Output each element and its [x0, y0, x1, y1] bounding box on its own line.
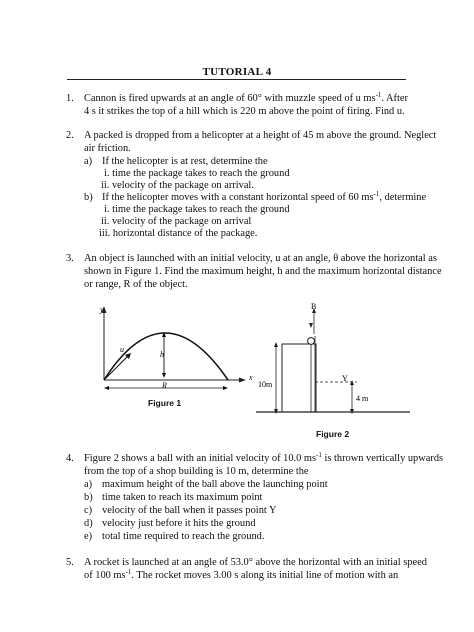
h-label: h [160, 350, 164, 359]
q4-line1 [84, 452, 443, 465]
figure-1-caption: Figure 1 [148, 398, 182, 408]
subpart-item: i. time the package takes to reach the ground [104, 204, 290, 215]
building-height-label: 10m [258, 380, 273, 389]
x-axis-label: x [249, 373, 253, 382]
q1-line2: 4 s it strikes the top of a hill which is 220 m above the point of firing. Find u. [84, 106, 405, 117]
height-arrow-bottom [162, 373, 166, 378]
range-arrow-right [223, 386, 228, 390]
unit-superscript: -1 [316, 451, 322, 459]
point-b-label: B [311, 302, 317, 311]
subpart-item: ii. velocity of the package on arrival. [101, 180, 254, 191]
ball-path-arrow-down [309, 323, 313, 328]
question-number: 1. [66, 93, 74, 104]
q2-line1: A packed is dropped from a helicopter at a height of 45 m above the ground. Neglect [84, 130, 437, 141]
q5-line1: A rocket is launched at an angle of 53.0° above the horizontal with an initial speed [84, 557, 427, 568]
subpart-item: iii. horizontal distance of the package. [99, 228, 258, 239]
figure-2-caption: Figure 2 [316, 429, 350, 439]
range-arrow-left [104, 386, 109, 390]
q5-line2 [84, 569, 398, 582]
question-number: 3. [66, 253, 74, 264]
subpart-label: c) [84, 505, 93, 516]
subpart-label: e) [84, 531, 93, 542]
subpart-label: d) [84, 518, 93, 529]
subpart-text: If the helicopter is at rest, determine the [102, 156, 268, 167]
figure-2-building-diagram [256, 298, 410, 418]
subpart-item: i. time the package takes to reach the ground [104, 168, 290, 179]
velocity-vector [106, 356, 128, 378]
q4-line2: from the top of a shop building is 10 m, determine the [84, 466, 309, 477]
r-label: R [162, 381, 167, 390]
title-rule [67, 79, 406, 80]
subpart-label: b) [84, 492, 93, 503]
subpart-text: velocity just before it hits the ground [102, 518, 256, 529]
point-y-label: Y [342, 374, 348, 383]
u-label: u [120, 345, 124, 354]
q4-line1-text: Figure 2 shows a ball with an initial velocity of 10.0 ms [84, 453, 317, 464]
unit-superscript: -1 [375, 91, 382, 99]
page-title: TUTORIAL 4 [202, 66, 272, 78]
figure-1-projectile-diagram [92, 300, 260, 396]
trajectory-curve [104, 333, 228, 380]
question-number: 2. [66, 130, 74, 141]
unit-superscript: -1 [125, 568, 132, 576]
subpart-text: total time required to reach the ground. [102, 531, 265, 542]
subpart-item: ii. velocity of the package on arrival [101, 216, 252, 227]
subpart-label: b) [84, 192, 93, 203]
subpart-label: a) [84, 479, 93, 490]
question-number: 5. [66, 557, 74, 568]
unit-superscript: -1 [373, 190, 380, 198]
q5-line2-a: of 100 ms [84, 570, 126, 581]
subpart-text: maximum height of the ball above the launching point [102, 479, 328, 490]
q2-b-tail: , determine [379, 192, 427, 203]
subpart-label: a) [84, 156, 93, 167]
subpart-text: velocity of the ball when it passes point Y [102, 505, 277, 516]
question-number: 4. [66, 453, 74, 464]
q1-line1-tail: . After [381, 93, 408, 104]
ball [308, 338, 315, 345]
question-text-line [84, 92, 408, 105]
q3-line3: or range, R of the object. [84, 279, 188, 290]
q4-line1-tail: is thrown vertically upwards [321, 453, 444, 464]
y-axis-label: y [100, 305, 104, 314]
q2-line2: air friction. [84, 143, 131, 154]
q3-line2: shown in Figure 1. Find the maximum height, h and the maximum horizontal distance [84, 266, 442, 277]
subpart-text: time taken to reach its maximum point [102, 492, 263, 503]
q5-line2-b: . The rocket moves 3.00 s along its initial line of motion with an [131, 570, 399, 581]
y-height-arrow-top [350, 380, 354, 385]
q2-b-text: If the helicopter moves with a constant horizontal speed of 60 ms [102, 192, 374, 203]
building-height-arrow-top [274, 342, 278, 347]
q1-line1: Cannon is fired upwards at an angle of 60° with muzzle speed of u ms [84, 93, 376, 104]
x-axis-arrow [239, 378, 246, 383]
y-height-label: 4 m [356, 394, 369, 403]
q3-line1: An object is launched with an initial velocity, u at an angle, θ above the horizontal as [84, 253, 437, 264]
